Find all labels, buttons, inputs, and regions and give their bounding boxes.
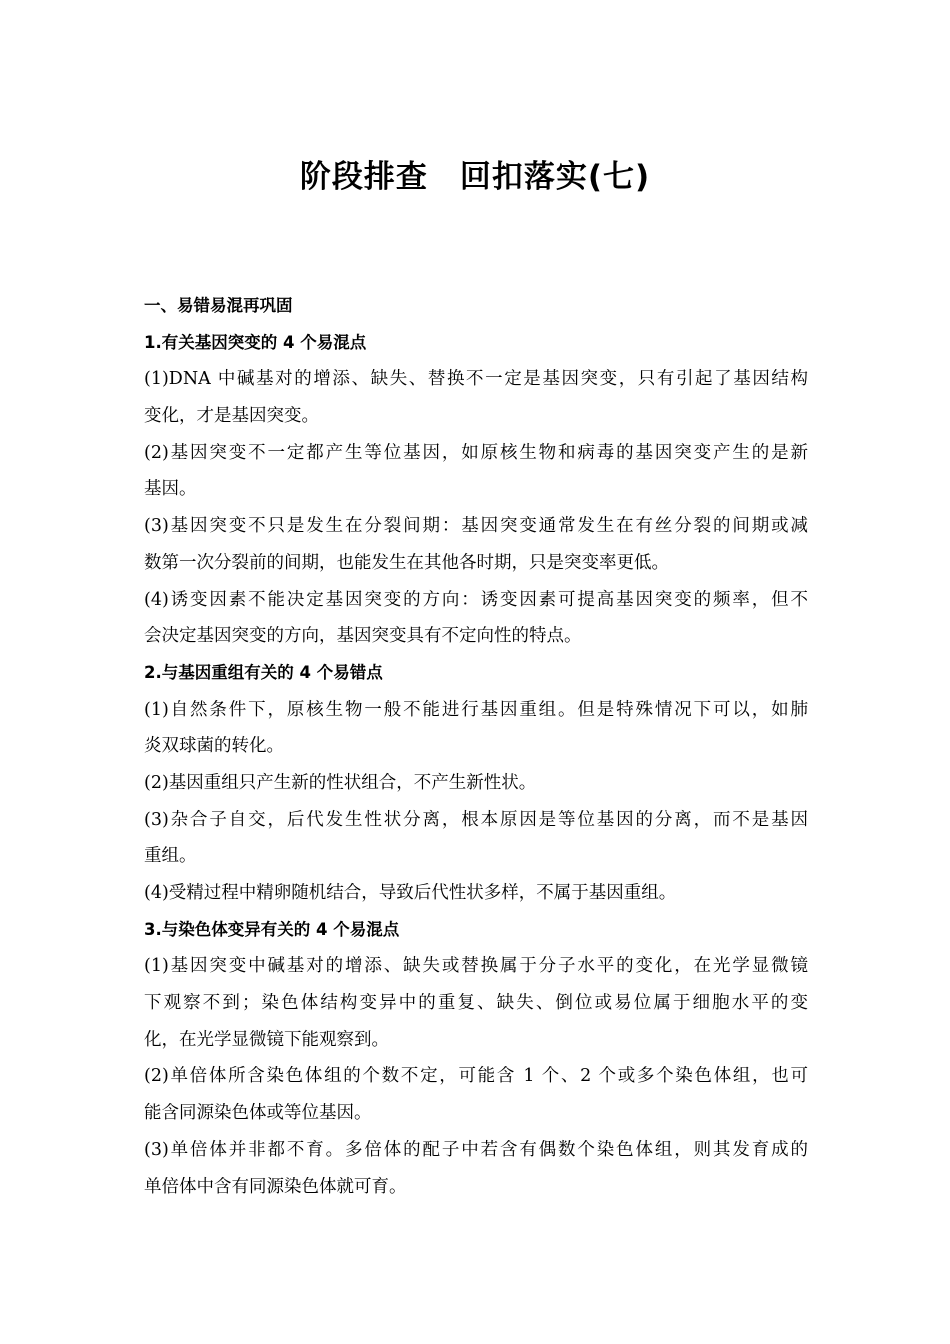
subsection-heading: 3.与染色体变异有关的 4 个易混点 <box>144 919 400 939</box>
paragraph <box>144 765 808 802</box>
paragraph <box>144 582 808 655</box>
paragraph-line: (4)受精过程中精卵随机结合，导致后代性状多样，不属于基因重组。 <box>144 883 677 903</box>
paragraph-line: (2)基因突变不一定都产生等位基因，如原核生物和病毒的基因突变产生的是新 <box>144 442 808 463</box>
paragraph-line: (3)杂合子自交，后代发生性状分离，根本原因是等位基因的分离，而不是基因 <box>144 809 808 830</box>
paragraph-line: 会决定基因突变的方向，基因突变具有不定向性的特点。 <box>144 626 582 647</box>
document-body <box>144 288 808 1205</box>
page-title: 阶段排查 回扣落实(七) <box>299 159 651 195</box>
paragraph-line: (1)自然条件下，原核生物一般不能进行基因重组。但是特殊情况下可以，如肺 <box>144 699 808 720</box>
paragraph-line: 化，在光学显微镜下能观察到。 <box>144 1029 389 1050</box>
paragraph <box>144 508 808 581</box>
paragraph-line: 能含同源染色体或等位基因。 <box>144 1103 372 1124</box>
paragraph <box>144 1132 808 1205</box>
paragraph <box>144 361 808 434</box>
paragraph-line: 单倍体中含有同源染色体就可育。 <box>144 1176 407 1197</box>
subsection-heading: 2.与基因重组有关的 4 个易错点 <box>144 662 383 682</box>
subsection-heading: 1.有关基因突变的 4 个易混点 <box>144 332 367 352</box>
paragraph-line: (2)基因重组只产生新的性状组合，不产生新性状。 <box>144 772 537 793</box>
paragraph-line: 基因。 <box>144 479 197 500</box>
paragraph-line: 变化，才是基因突变。 <box>144 406 319 427</box>
paragraph-line: (3)单倍体并非都不育。多倍体的配子中若含有偶数个染色体组，则其发育成的 <box>144 1139 808 1160</box>
paragraph-line: (4)诱变因素不能决定基因突变的方向：诱变因素可提高基因突变的频率，但不 <box>144 589 808 610</box>
paragraph-line: (1)基因突变中碱基对的增添、缺失或替换属于分子水平的变化，在光学显微镜 <box>144 956 808 977</box>
paragraph-line: (3)基因突变不只是发生在分裂间期：基因突变通常发生在有丝分裂的间期或减 <box>144 516 808 537</box>
paragraph-line: 下观察不到；染色体结构变异中的重复、缺失、倒位或易位属于细胞水平的变 <box>144 993 808 1014</box>
paragraph-line: (2)单倍体所含染色体组的个数不定，可能含 1 个、2 个或多个染色体组，也可 <box>144 1066 808 1087</box>
paragraph-line: (1)DNA 中碱基对的增添、缺失、替换不一定是基因突变，只有引起了基因结构 <box>144 369 808 390</box>
section-heading: 一、易错易混再巩固 <box>144 296 293 315</box>
paragraph <box>144 875 808 912</box>
paragraph-line: 重组。 <box>144 846 197 867</box>
paragraph <box>144 1058 808 1131</box>
paragraph <box>144 435 808 508</box>
paragraph-line: 炎双球菌的转化。 <box>144 736 284 757</box>
paragraph-line: 数第一次分裂前的间期，也能发生在其他各时期，只是突变率更低。 <box>144 552 669 573</box>
paragraph <box>144 692 808 765</box>
paragraph <box>144 948 808 1058</box>
paragraph <box>144 802 808 875</box>
